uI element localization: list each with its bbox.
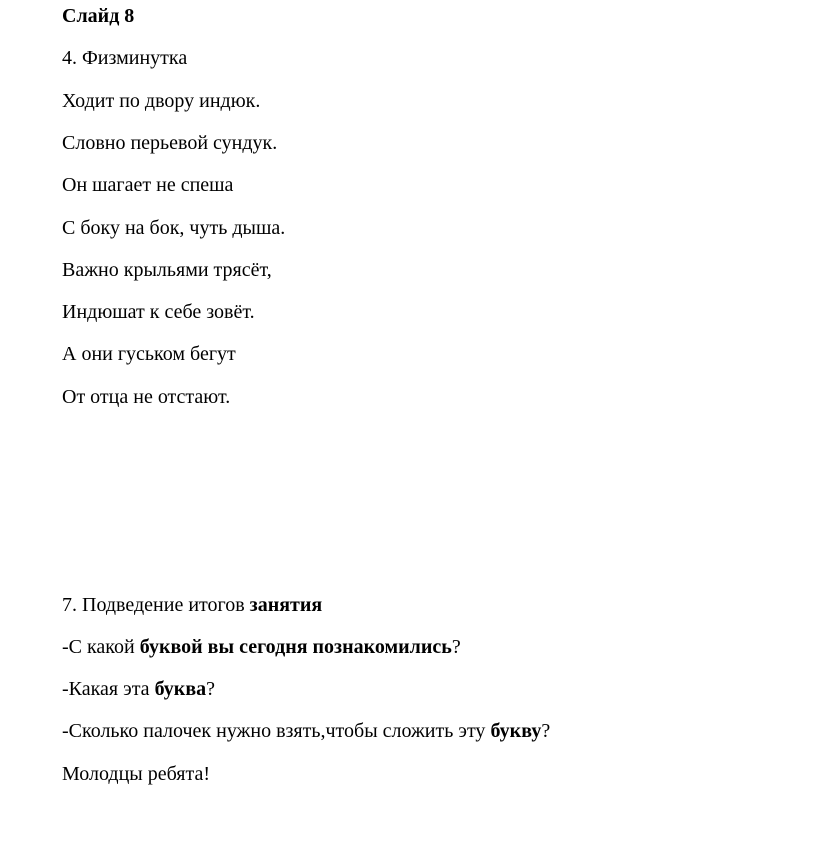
poem-line: С боку на бок, чуть дыша. [62, 217, 286, 239]
question-mark: ? [451, 636, 461, 658]
question-3 [62, 719, 550, 743]
question-mark: ? [206, 678, 216, 700]
question-mark: ? [541, 720, 551, 742]
section-heading-summary [62, 593, 322, 617]
closing-line: Молодцы ребята! [62, 763, 211, 785]
poem-line: От отца не отстают. [62, 386, 231, 408]
poem-line: Индюшат к себе зовёт. [62, 301, 255, 323]
question-text: -Какая эта [62, 678, 155, 700]
slide-title: Слайд 8 [62, 5, 135, 27]
poem-line: А они гуськом бегут [62, 343, 236, 365]
poem-line: Он шагает не спеша [62, 174, 234, 196]
poem-line: Ходит по двору индюк. [62, 90, 261, 112]
question-2 [62, 677, 215, 701]
question-bold-text: буква [154, 678, 207, 700]
question-bold-text: букву [490, 720, 542, 742]
question-text: -С какой [62, 636, 140, 658]
poem-line: Важно крыльями трясёт, [62, 259, 272, 281]
question-bold-text: буквой вы сегодня познакомились [139, 636, 452, 658]
question-text: -Сколько палочек нужно взять,чтобы сложить эту [62, 720, 491, 742]
poem-line: Словно перьевой сундук. [62, 132, 278, 154]
section-heading-physical-break: 4. Физминутка [62, 47, 188, 69]
question-1 [62, 635, 461, 659]
summary-heading-bold: занятия [249, 594, 323, 616]
summary-heading-text: 7. Подведение итогов [62, 594, 250, 616]
